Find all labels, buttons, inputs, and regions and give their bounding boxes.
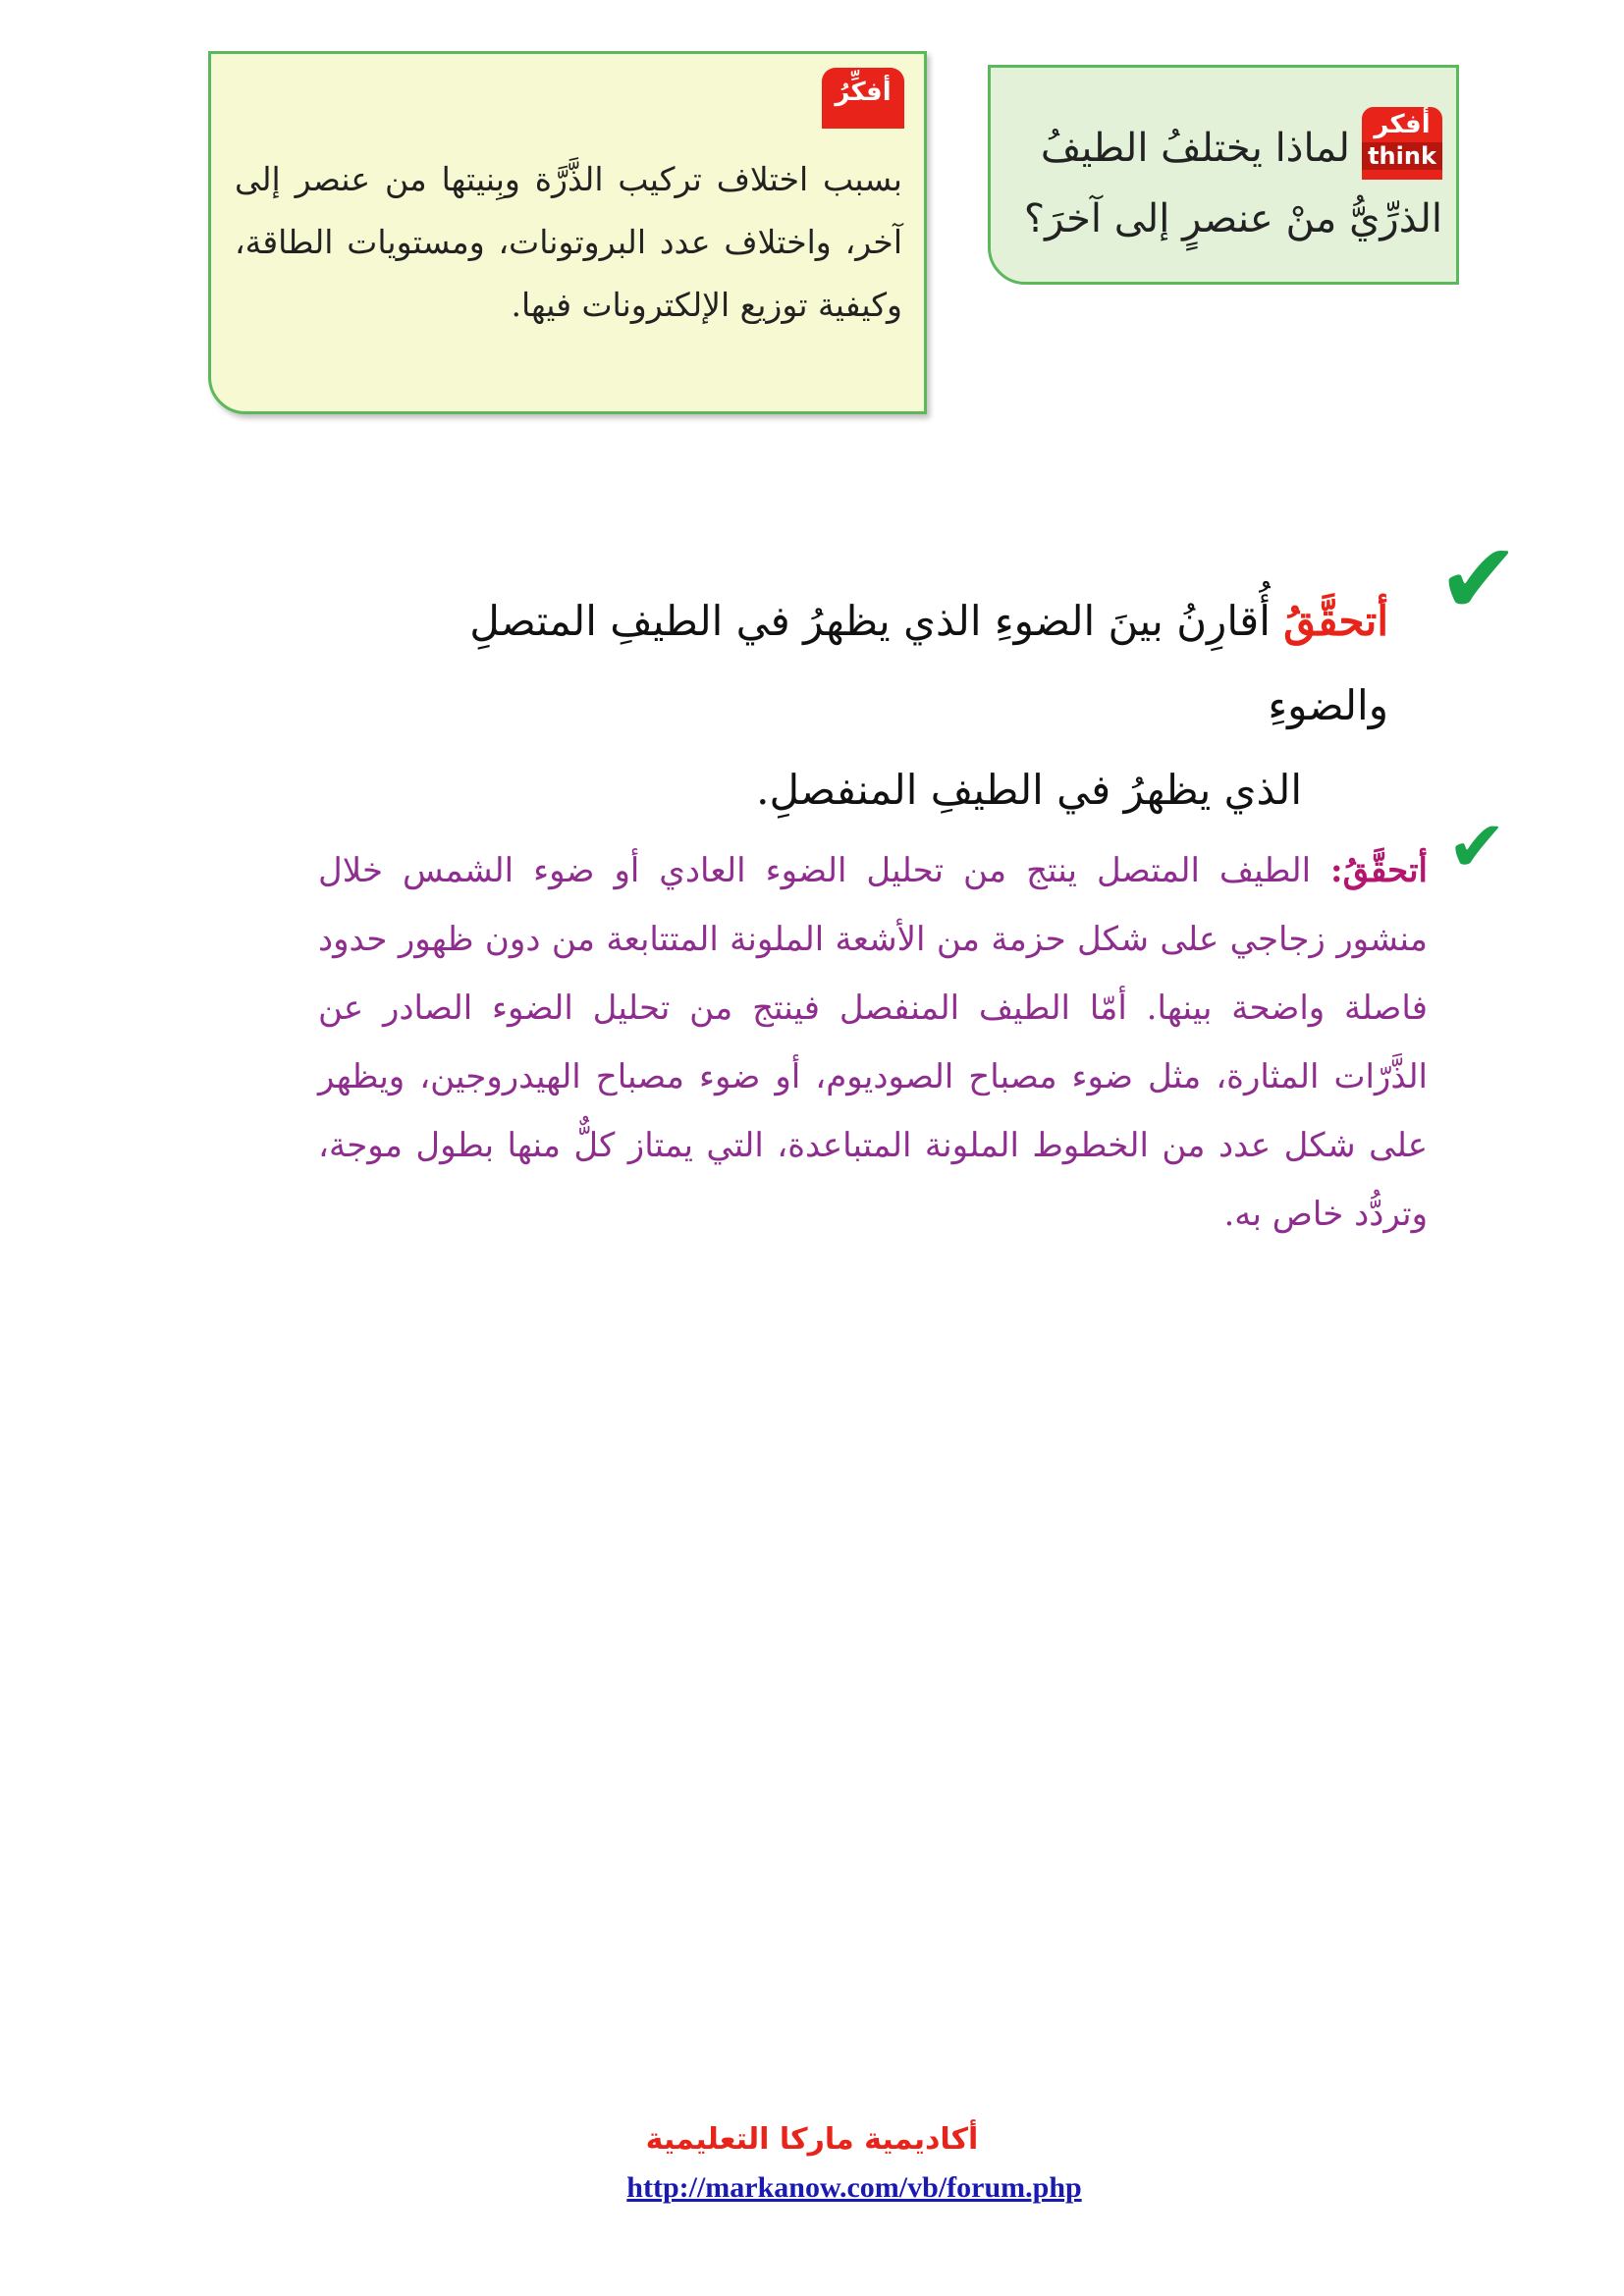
verify-answer-label: أتحقَّقُ:: [1330, 851, 1428, 890]
verify-label: أتحقَّقُ: [1283, 597, 1388, 645]
verify-question-line1: [348, 579, 1388, 748]
checkmark-icon: ✔: [1437, 521, 1520, 636]
think-badge: [1362, 107, 1442, 180]
footer-link[interactable]: http://markanow.com/vb/forum.php: [626, 2171, 1082, 2204]
verify-question: [348, 579, 1388, 832]
think-answer-badge: أفكِّرُ: [822, 68, 904, 129]
verify-question-text1: أُقارِنُ بينَ الضوءِ الذي يظهرُ في الطيفِ المتصلِ والضوءِ: [469, 597, 1388, 729]
think-question-line1: لماذا يختلفُ الطيفُ: [1040, 126, 1350, 171]
footer-title: أكاديمية ماركا التعليمية: [645, 2122, 979, 2157]
think-answer-box: [208, 51, 927, 414]
think-answer-text: بسبب اختلاف تركيب الذَّرَّة وبِنيتها من عنصر إلى آخر، واختلاف عدد البروتونات، ومستويات الطاقة، وكيفية توزيع الإلكترونات فيها.: [235, 160, 902, 324]
think-question-box: [988, 65, 1459, 285]
think-badge-english: think: [1362, 142, 1442, 170]
verify-answer-text: الطيف المتصل ينتج من تحليل الضوء العادي أو ضوء الشمس خلال منشور زجاجي على شكل حزمة من الأشعة الملونة المتتابعة من دون ظهور حدود فاصلة واضحة بينها. أمّا الطيف المنفصل فينتج من تحليل الضوء الصادر عن الذَّرّات المثارة، مثل ضوء مصباح الصوديوم، أو ضوء مصباح الهيدروجين، ويظهر على شكل عدد من الخطوط الملونة المتباعدة، التي يمتاز كلٌّ منها بطول موجة، وتردُّد خاص به.: [318, 851, 1428, 1234]
think-question-line2: الذرِّيُّ منْ عنصرٍ إلى آخرَ؟: [1023, 196, 1442, 241]
verify-question-line2: الذي يظهرُ في الطيفِ المنفصلِ.: [756, 766, 1302, 814]
verify-answer: [318, 836, 1428, 1249]
checkmark-icon: ✔: [1447, 805, 1507, 887]
think-badge-arabic: أفكر: [1374, 110, 1431, 139]
